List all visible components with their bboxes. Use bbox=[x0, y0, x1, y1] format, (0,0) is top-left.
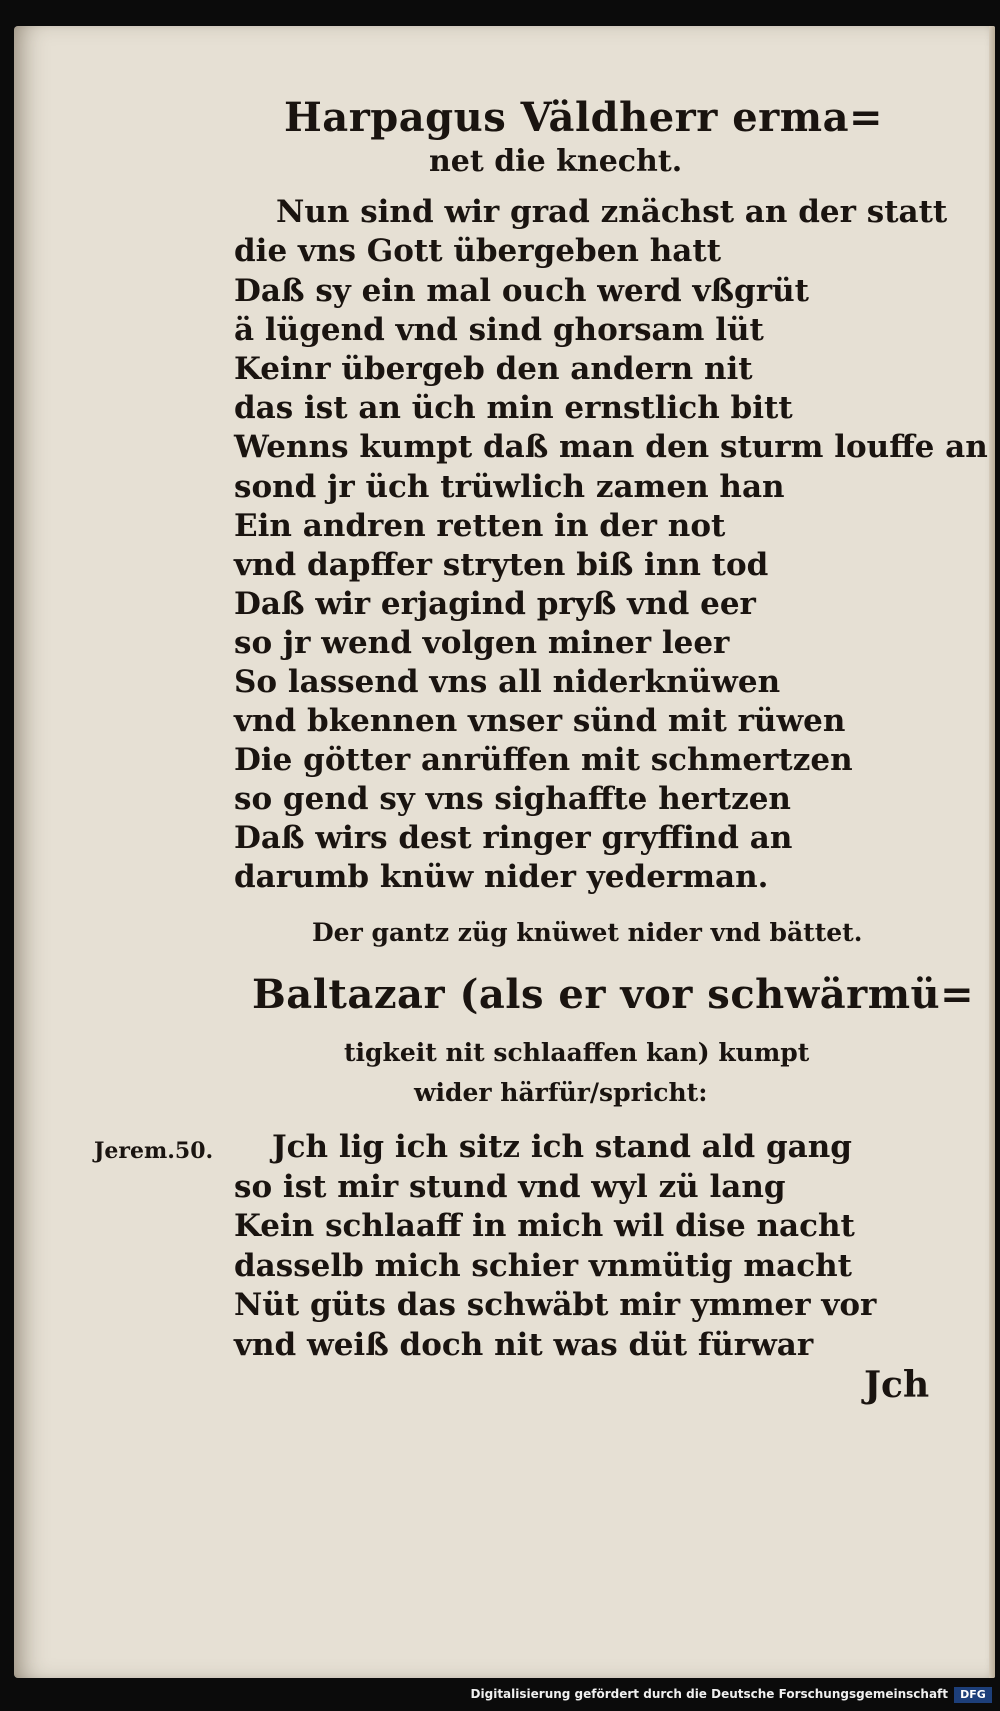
heading-baltazar-line1: Baltazar (als er vor schwärmü= bbox=[252, 971, 975, 1018]
catchword: Jch bbox=[864, 1364, 930, 1406]
verse-line: so gend sy vns sighaffte hertzen bbox=[234, 781, 791, 817]
verse-line: darumb knüw nider yederman. bbox=[234, 859, 769, 895]
verse-line: das ist an üch min ernstlich bitt bbox=[234, 390, 793, 426]
heading-baltazar-line3: wider härfür/spricht: bbox=[414, 1078, 708, 1107]
verse-line: Daß sy ein mal ouch werd vßgrüt bbox=[234, 273, 809, 309]
verse-line: vnd weiß doch nit was düt fürwar bbox=[234, 1327, 814, 1363]
verse-line: Nüt güts das schwäbt mir ymmer vor bbox=[234, 1287, 877, 1323]
verse-line: so ist mir stund vnd wyl zü lang bbox=[234, 1169, 786, 1205]
verse-line: Ein andren retten in der not bbox=[234, 508, 726, 544]
footer-credit: Digitalisierung gefördert durch die Deutsche Forschungsgemeinschaft bbox=[470, 1687, 948, 1701]
verse-line: ä lügend vnd sind ghorsam lüt bbox=[234, 312, 764, 348]
verse-line: vnd dapffer stryten biß inn tod bbox=[234, 547, 769, 583]
heading-baltazar-line2: tigkeit nit schlaaffen kan) kumpt bbox=[344, 1038, 810, 1067]
verse-line: so jr wend volgen miner leer bbox=[234, 625, 730, 661]
verse-line: Keinr übergeb den andern nit bbox=[234, 351, 753, 387]
verse-line: Daß wirs dest ringer gryffind an bbox=[234, 820, 793, 856]
verse-line: Kein schlaaff in mich wil dise nacht bbox=[234, 1208, 855, 1244]
verse-line: So lassend vns all niderknüwen bbox=[234, 664, 781, 700]
dfg-logo-icon: DFG bbox=[954, 1687, 992, 1703]
verse-line: dasselb mich schier vnmütig macht bbox=[234, 1248, 852, 1284]
verse-line: Nun sind wir grad znächst an der statt bbox=[276, 194, 948, 230]
heading-harpagus-line1: Harpagus Väldherr erma= bbox=[284, 94, 883, 141]
verse-line: Daß wir erjagind pryß vnd eer bbox=[234, 586, 756, 622]
verse-line: Jch lig ich sitz ich stand ald gang bbox=[272, 1129, 852, 1165]
heading-harpagus-line2: net die knecht. bbox=[429, 144, 683, 179]
book-page bbox=[14, 26, 995, 1678]
verse-line: Wenns kumpt daß man den sturm louffe an bbox=[234, 429, 988, 465]
verse-line: vnd bkennen vnser sünd mit rüwen bbox=[234, 703, 846, 739]
margin-note: Jerem.50. bbox=[94, 1138, 214, 1164]
verse-line: sond jr üch trüwlich zamen han bbox=[234, 469, 785, 505]
verse-line: Die götter anrüffen mit schmertzen bbox=[234, 742, 853, 778]
footer-bar bbox=[0, 1680, 1000, 1711]
verse-line: die vns Gott übergeben hatt bbox=[234, 233, 722, 269]
stage-direction: Der gantz züg knüwet nider vnd bättet. bbox=[312, 918, 863, 947]
